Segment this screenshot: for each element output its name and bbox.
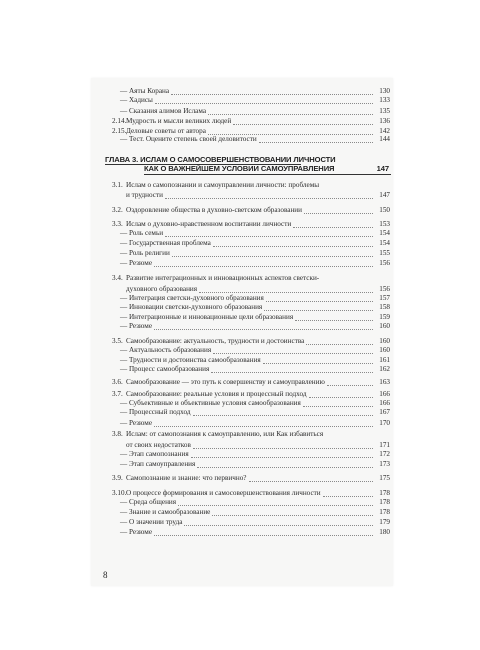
toc-subentry — [91, 418, 393, 428]
page-number: 154 — [379, 229, 390, 237]
dot-leader — [211, 366, 373, 373]
toc-subentry — [91, 302, 393, 312]
chapter-title-line-1: ГЛАВА 3. ИСЛАМ О САМОСОВЕРШЕНСТВОВАНИИ ЛИЧНОСТИ — [105, 155, 336, 164]
page-number: 172 — [379, 450, 390, 458]
page-number: 160 — [379, 322, 390, 330]
subentry-title: — Интеграционные и инновационные цели образования — [120, 313, 294, 321]
subentry-title: — Инновации светски-духовного образования — [120, 303, 263, 311]
toc-subentry — [91, 449, 393, 459]
dot-leader — [191, 451, 373, 458]
toc-subentry — [91, 238, 393, 248]
page-number: 158 — [379, 303, 390, 311]
page-number: 147 — [379, 191, 390, 199]
subentry-title: — Резюме — [120, 322, 153, 330]
page-number: 135 — [379, 107, 390, 115]
entry-title: Самообразование — это путь к совершенству и самоуправлению — [126, 378, 325, 386]
dot-leader — [303, 400, 373, 407]
dot-leader — [213, 240, 373, 247]
subentry-title: — Тест. Оцените степень своей деловитости — [120, 135, 257, 143]
page-number: 163 — [379, 378, 390, 386]
page-number: 154 — [379, 239, 390, 247]
chapter-title-line-2: КАК О ВАЖНЕЙШЕМ УСЛОВИИ САМОУПРАВЛЕНИЯ — [144, 164, 335, 173]
toc-entry — [91, 473, 393, 483]
entry-title: духовного образования — [126, 285, 198, 293]
dot-leader — [154, 260, 373, 267]
toc-entry — [91, 273, 393, 283]
toc-subentry — [91, 459, 393, 469]
section-number: 3.5. — [112, 337, 123, 345]
page-number: 159 — [379, 313, 390, 321]
dot-leader — [309, 391, 373, 398]
section-number: 3.6. — [112, 378, 123, 386]
section-number: 2.15. — [112, 127, 127, 135]
page-number: 133 — [379, 96, 390, 104]
page-number: 171 — [379, 441, 390, 449]
dot-leader — [259, 136, 373, 143]
page-number: 178 — [379, 498, 390, 506]
page-number: 156 — [379, 285, 390, 293]
subentry-title: — Государственная проблема — [120, 239, 211, 247]
dot-leader — [154, 420, 373, 427]
dot-leader — [171, 88, 373, 95]
subentry-title: — Субъективные и объективные условия самообразования — [120, 399, 301, 407]
page-number: 180 — [379, 528, 390, 536]
subentry-title: — Резюме — [120, 528, 153, 536]
page-number: 144 — [379, 135, 390, 143]
toc-entry — [91, 429, 393, 439]
subentry-title: — Среда общения — [120, 498, 177, 506]
page-number: 160 — [379, 337, 390, 345]
page-number: 179 — [379, 518, 390, 526]
subentry-title: — Интеграция светски-духовного образования — [120, 294, 264, 302]
section-number: 3.2. — [112, 206, 123, 214]
dot-leader — [165, 192, 373, 199]
chapter-underline-2 — [144, 174, 391, 175]
toc-subentry — [91, 248, 393, 258]
page-number: 178 — [379, 508, 390, 516]
entry-title: Самопознание и знание: что первично? — [126, 474, 247, 482]
section-number: 3.7. — [112, 390, 123, 398]
subentry-title: — Резюме — [120, 259, 153, 267]
entry-title: Самообразование: актуальность, трудности и достоинства — [126, 337, 305, 345]
toc-entry — [91, 116, 393, 126]
subentry-title: — Этап самоуправления — [120, 460, 196, 468]
page-number: 178 — [379, 489, 390, 497]
dot-leader — [323, 490, 373, 497]
subentry-title: — Знание и самообразование — [120, 508, 211, 516]
toc-entry — [91, 180, 393, 190]
dot-leader — [304, 207, 373, 214]
section-number: 3.10. — [112, 489, 127, 497]
subentry-title: — Актуальность образования — [120, 346, 212, 354]
section-number: 3.9. — [112, 474, 123, 482]
toc-subentry — [91, 258, 393, 268]
page-number: 160 — [379, 346, 390, 354]
section-number: 3.8. — [112, 430, 123, 438]
section-number: 3.1. — [112, 181, 123, 189]
book-page — [91, 78, 393, 586]
page-number: 166 — [379, 390, 390, 398]
subentry-title: — Сказания алимов Ислама — [120, 107, 207, 115]
page-number: 167 — [379, 408, 390, 416]
subentry-title: — О значении труда — [120, 518, 183, 526]
subentry-title: — Хадисы — [120, 96, 153, 104]
dot-leader — [233, 118, 373, 125]
subentry-title: — Трудности и достоинства самообразования — [120, 356, 261, 364]
subentry-title: — Роль семьи — [120, 229, 164, 237]
subentry-title: — Этап самопознания — [120, 450, 189, 458]
dot-leader — [212, 509, 373, 516]
dot-leader — [155, 97, 373, 104]
entry-title: Самообразование: реальные условия и процессный подход — [126, 390, 307, 398]
section-number: 3.4. — [112, 274, 123, 282]
section-number: 3.3. — [112, 220, 123, 228]
entry-title: Ислам о самопознании и самоуправлении личности: проблемы — [126, 181, 320, 189]
page-number: 142 — [379, 127, 390, 135]
section-number: 2.14. — [112, 117, 127, 125]
toc-subentry — [91, 364, 393, 374]
toc-subentry — [91, 407, 393, 417]
dot-leader — [193, 409, 373, 416]
toc-subentry — [91, 106, 393, 116]
toc-subentry — [91, 228, 393, 238]
chapter-page-number: 147 — [376, 164, 389, 173]
entry-title: Ислам о духовно-нравственном воспитании личности — [126, 220, 292, 228]
dot-leader — [264, 304, 373, 311]
toc-subentry — [91, 345, 393, 355]
dot-leader — [197, 461, 373, 468]
page-number: 170 — [379, 419, 390, 427]
entry-title: и трудности — [126, 191, 163, 199]
dot-leader — [266, 295, 373, 302]
dot-leader — [184, 519, 373, 526]
toc-subentry — [91, 527, 393, 537]
page-number: 162 — [379, 365, 390, 373]
entry-title: Деловые советы от автора — [126, 127, 206, 135]
entry-title: Ислам: от самопознания к самоуправлению, или Как избавиться — [126, 430, 324, 438]
entry-title: от своих недостатков — [126, 441, 191, 449]
dot-leader — [213, 347, 373, 354]
page-number: 150 — [379, 206, 390, 214]
dot-leader — [154, 323, 373, 330]
entry-title: Развитие интеграционных и инновационных аспектов светски- — [126, 274, 320, 282]
page-number: 155 — [379, 249, 390, 257]
toc-subentry — [91, 507, 393, 517]
subentry-title: — Роль религии — [120, 249, 170, 257]
dot-leader — [172, 250, 373, 257]
subentry-title: — Процессный подход — [120, 408, 191, 416]
dot-leader — [199, 286, 373, 293]
toc-subentry — [91, 321, 393, 331]
toc-subentry — [91, 517, 393, 527]
entry-title: Мудрость и мысли великих людей — [126, 117, 232, 125]
toc-entry — [91, 190, 393, 200]
page-number: 156 — [379, 259, 390, 267]
page-number: 161 — [379, 356, 390, 364]
dot-leader — [263, 357, 373, 364]
page-number: 175 — [379, 474, 390, 482]
page-number: 173 — [379, 460, 390, 468]
dot-leader — [154, 529, 373, 536]
page-folio: 8 — [103, 570, 108, 580]
dot-leader — [249, 475, 374, 482]
page-number: 166 — [379, 399, 390, 407]
page-number: 130 — [379, 87, 390, 95]
dot-leader — [295, 314, 373, 321]
subentry-title: — Аяты Корана — [120, 87, 170, 95]
toc-subentry — [91, 95, 393, 105]
entry-title: О процессе формирования и самосовершенствования личности — [126, 489, 321, 497]
toc-subentry — [91, 134, 393, 144]
toc-entry — [91, 205, 393, 215]
dot-leader — [165, 230, 373, 237]
dot-leader — [306, 338, 373, 345]
subentry-title: — Процесс самообразования — [120, 365, 210, 373]
dot-leader — [327, 379, 373, 386]
dot-leader — [208, 108, 373, 115]
toc-entry — [91, 377, 393, 387]
page-number: 153 — [379, 220, 390, 228]
page-number: 136 — [379, 117, 390, 125]
page-number: 157 — [379, 294, 390, 302]
subentry-title: — Резюме — [120, 419, 153, 427]
dot-leader — [178, 499, 373, 506]
dot-leader — [193, 442, 373, 449]
toc-subentry — [91, 497, 393, 507]
dot-leader — [293, 221, 373, 228]
entry-title: Оздоровление общества в духовно-светском образовании — [126, 206, 302, 214]
